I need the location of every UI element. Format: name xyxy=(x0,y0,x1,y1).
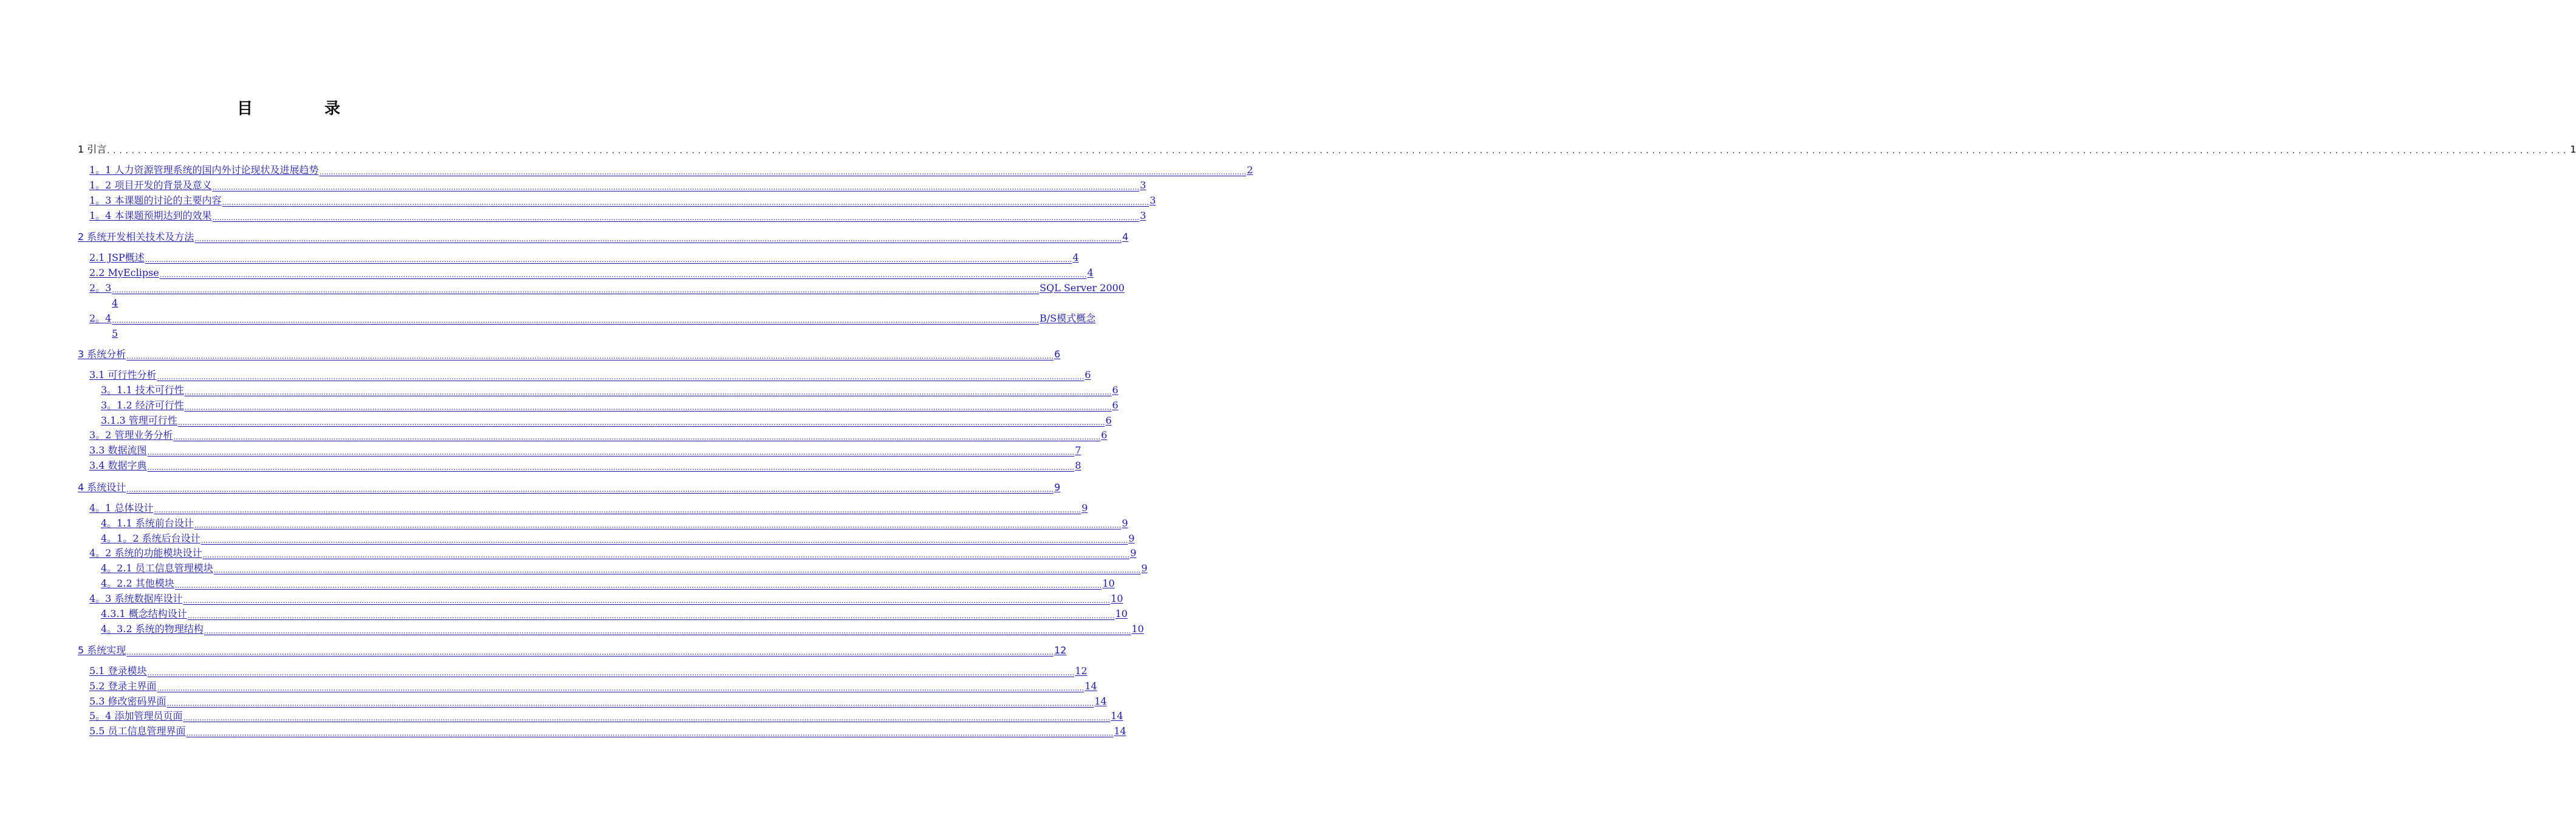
toc-entry-page-number: 12 xyxy=(1054,644,1067,656)
toc-entry-label: 3。2 管理业务分析 xyxy=(89,429,173,441)
toc-entry[interactable] xyxy=(78,481,1061,494)
toc-entry-label: 2.2 MyEclipse xyxy=(89,267,159,278)
toc-entry-page-number: 6 xyxy=(1084,369,1091,381)
toc-entry-label: 3.1.3 管理可行性 xyxy=(101,415,177,426)
toc-leader-dots: ................................................................................................................................................................................................................................................................................................................................................................................................................ xyxy=(112,316,1040,325)
toc-entry-page-number: 2 xyxy=(1247,164,1253,176)
toc-leader-dots: ................................................................................................................................................................................................................................................................................................................................................................................................................ xyxy=(173,433,1101,441)
toc-leader-dots: ................................................................................................................................................................................................................................................................................................................................................................................................................ xyxy=(126,352,1054,360)
toc-leader-dots: ................................................................................................................................................................................................................................................................................................................................................................................................................ xyxy=(183,596,1111,605)
toc-entry[interactable] xyxy=(89,665,1088,677)
toc-entry-page-number: 10 xyxy=(1131,623,1144,635)
toc-entry[interactable] xyxy=(89,252,1079,264)
toc-entry-page-number: 9 xyxy=(1128,533,1135,544)
toc-entry-label: 4。1。2 系统后台设计 xyxy=(101,533,200,544)
toc-entry[interactable] xyxy=(89,164,1253,176)
toc-entry[interactable] xyxy=(89,725,1126,737)
toc-entry-label: 5 系统实现 xyxy=(78,644,126,656)
toc-leader-dots: ................................................................................................................................................................................................................................................................................................................................................................................................................ xyxy=(157,373,1084,381)
toc-entry[interactable] xyxy=(78,348,1061,360)
toc-entry[interactable] xyxy=(89,502,1088,514)
toc-entry-label: 1 引言 xyxy=(78,143,107,155)
toc-entry[interactable] xyxy=(89,282,1125,294)
toc-entry-title-suffix: B/S模式概念 xyxy=(1040,312,1096,324)
toc-entry-page-number: 3 xyxy=(1140,179,1146,191)
toc-entry-label: 2.1 JSP概述 xyxy=(89,252,145,263)
toc-entry xyxy=(78,143,2576,156)
toc-entry-page-number: 6 xyxy=(1112,399,1118,411)
toc-entry[interactable] xyxy=(89,179,1146,191)
toc-entry-page-number: 10 xyxy=(1115,608,1128,619)
toc-entry-page-number: 8 xyxy=(1075,460,1081,471)
toc-leader-dots: ................................................................................................................................................................................................................................................................................................................................................................................................................ xyxy=(147,463,1075,472)
toc-entry-label: 5.1 登录模块 xyxy=(89,665,147,677)
toc-entry-label: 4 系统设计 xyxy=(78,481,126,493)
toc-leader-dots: ................................................................................................................................................................................................................................................................................................................................................................................................................ xyxy=(204,627,1131,635)
toc-entry-page-number: 6 xyxy=(1054,348,1061,360)
toc-entry[interactable] xyxy=(89,369,1091,381)
toc-entry-label: 5。4 添加管理员页面 xyxy=(89,710,183,722)
toc-entry[interactable] xyxy=(101,577,1115,590)
toc-entry-label: 3.1 可行性分析 xyxy=(89,369,157,381)
toc-entry[interactable] xyxy=(101,399,1118,412)
toc-entry-label: 4。2 系统的功能模块设计 xyxy=(89,547,202,559)
toc-entry-label: 2。4 xyxy=(89,312,112,324)
toc-entry[interactable] xyxy=(89,460,1081,472)
toc-entry[interactable] xyxy=(101,533,1135,545)
toc-entry-label: 3。1.1 技术可行性 xyxy=(101,384,184,396)
toc-leader-dots: ................................................................................................................................................................................................................................................................................................................................................................................................................ xyxy=(187,612,1115,620)
toc-entry-label: 1。1 人力资源管理系统的国内外讨论现状及进展趋势 xyxy=(89,164,319,176)
toc-leader-dots: ................................................................................................................................................................................................................................................................................................................................................................................................................ xyxy=(212,183,1140,191)
toc-entry-label: 3。1.2 经济可行性 xyxy=(101,399,184,411)
toc-entry[interactable] xyxy=(89,695,1107,708)
toc-leader-dots: ................................................................................................................................................................................................................................................................................................................................................................................................................ xyxy=(184,403,1112,412)
toc-entry-label: 4。2.2 其他模块 xyxy=(101,577,174,589)
toc-entry-label: 2 系统开发相关技术及方法 xyxy=(78,231,194,243)
toc-entry-page-number: 9 xyxy=(1130,547,1137,559)
toc-leader-dots: ................................................................................................................................................................................................................................................................................................................................................................................................................ xyxy=(174,581,1102,590)
toc-entry-page-number: 6 xyxy=(1112,384,1118,396)
toc-entry-label: 5.2 登录主界面 xyxy=(89,680,157,692)
toc-entry-page-number[interactable]: 5 xyxy=(112,328,118,339)
toc-entry[interactable] xyxy=(89,680,1097,692)
toc-leader-dots: ................................................................................................................................................................................................................................................................................................................................................................................................................ xyxy=(202,551,1130,559)
toc-leader-dots: ................................................................................................................................................................................................................................................................................................................................................................................................................ xyxy=(107,147,2570,156)
toc-entry-page-number: 3 xyxy=(1149,195,1156,206)
toc-leader-dots: ................................................................................................................................................................................................................................................................................................................................................................................................................ xyxy=(222,198,1149,207)
toc-entry[interactable] xyxy=(89,429,1108,441)
toc-entry-page-number: 14 xyxy=(1114,725,1126,737)
toc-entry-label: 3.4 数据字典 xyxy=(89,460,147,471)
toc-entry[interactable] xyxy=(101,384,1118,396)
toc-entry[interactable] xyxy=(101,623,1144,635)
toc-entry-label: 2。3 xyxy=(89,282,112,294)
toc-entry[interactable] xyxy=(89,444,1081,457)
toc-entry[interactable] xyxy=(89,547,1137,559)
toc-entry-page-number: 9 xyxy=(1141,562,1148,574)
toc-entry-label: 5.5 员工信息管理界面 xyxy=(89,725,186,737)
toc-entry-page-number: 14 xyxy=(1084,680,1097,692)
toc-leader-dots: ................................................................................................................................................................................................................................................................................................................................................................................................................ xyxy=(126,648,1054,657)
toc-entry-page-number: 10 xyxy=(1111,593,1123,604)
toc-entry-label: 1。2 项目开发的背景及意义 xyxy=(89,179,212,191)
toc-entry[interactable] xyxy=(101,415,1112,427)
toc-entry-page-number: 6 xyxy=(1105,415,1112,426)
toc-entry-page-number: 12 xyxy=(1075,665,1088,677)
toc-entry-label: 4.3.1 概念结构设计 xyxy=(101,608,187,619)
toc-leader-dots: ................................................................................................................................................................................................................................................................................................................................................................................................................ xyxy=(212,213,1140,222)
toc-leader-dots: ................................................................................................................................................................................................................................................................................................................................................................................................................ xyxy=(159,271,1087,279)
toc-entry-page-number: 4 xyxy=(1122,231,1129,243)
toc-entry-label: 3.3 数据流图 xyxy=(89,444,147,456)
toc-leader-dots: ................................................................................................................................................................................................................................................................................................................................................................................................................ xyxy=(194,235,1122,243)
toc-leader-dots: ................................................................................................................................................................................................................................................................................................................................................................................................................ xyxy=(186,729,1114,737)
toc-entry-page-number: 10 xyxy=(1102,577,1115,589)
toc-entry[interactable] xyxy=(101,608,1128,620)
toc-leader-dots: ................................................................................................................................................................................................................................................................................................................................................................................................................ xyxy=(147,669,1075,677)
toc-entry[interactable] xyxy=(89,210,1146,222)
toc-entry-page-number: 4 xyxy=(1072,252,1079,263)
toc-entry[interactable] xyxy=(89,710,1123,722)
toc-entry-page-number: 9 xyxy=(1081,502,1088,514)
toc-leader-dots: ................................................................................................................................................................................................................................................................................................................................................................................................................ xyxy=(157,684,1084,692)
toc-leader-dots: ................................................................................................................................................................................................................................................................................................................................................................................................................ xyxy=(200,536,1128,545)
toc-entry-label: 1。4 本课题预期达到的效果 xyxy=(89,210,212,221)
toc-leader-dots: ................................................................................................................................................................................................................................................................................................................................................................................................................ xyxy=(184,388,1112,396)
toc-entry-label: 4。3.2 系统的物理结构 xyxy=(101,623,204,635)
toc-entry-page-number: 9 xyxy=(1054,481,1061,493)
toc-entry[interactable] xyxy=(101,517,1128,529)
toc-entry-page-number: 4 xyxy=(1087,267,1094,278)
toc-entry[interactable] xyxy=(101,562,1148,574)
toc-entry-page-number: 3 xyxy=(1140,210,1146,221)
toc-leader-dots: ................................................................................................................................................................................................................................................................................................................................................................................................................ xyxy=(194,521,1122,529)
toc-entry[interactable] xyxy=(89,593,1123,605)
toc-entry-label: 3 系统分析 xyxy=(78,348,126,360)
toc-entry[interactable] xyxy=(89,195,1156,207)
toc-leader-dots: ................................................................................................................................................................................................................................................................................................................................................................................................................ xyxy=(177,418,1105,427)
toc-entry-label: 4。1.1 系统前台设计 xyxy=(101,517,194,529)
toc-leader-dots: ................................................................................................................................................................................................................................................................................................................................................................................................................ xyxy=(145,255,1072,264)
toc-entry-page-number: 7 xyxy=(1075,444,1081,456)
toc-entry[interactable] xyxy=(89,267,1094,279)
toc-entry-page-number: 1 xyxy=(2570,143,2576,155)
toc-entry-page-number[interactable]: 4 xyxy=(112,297,118,309)
toc-entry[interactable] xyxy=(78,231,1129,243)
toc-entry-page-number: 9 xyxy=(1122,517,1128,529)
toc-leader-dots: ................................................................................................................................................................................................................................................................................................................................................................................................................ xyxy=(147,448,1075,457)
toc-entry-title-suffix: SQL Server 2000 xyxy=(1040,282,1125,294)
toc-title: 目 录 xyxy=(236,100,368,118)
toc-entry[interactable] xyxy=(89,312,1096,325)
toc-leader-dots: ................................................................................................................................................................................................................................................................................................................................................................................................................ xyxy=(183,714,1111,722)
toc-entry-label: 5.3 修改密码界面 xyxy=(89,695,166,707)
toc-leader-dots: ................................................................................................................................................................................................................................................................................................................................................................................................................ xyxy=(126,485,1054,494)
toc-entry-page-number: 6 xyxy=(1101,429,1108,441)
toc-entry-label: 4。3 系统数据库设计 xyxy=(89,593,183,604)
toc-leader-dots: ................................................................................................................................................................................................................................................................................................................................................................................................................ xyxy=(213,566,1141,574)
toc-leader-dots: ................................................................................................................................................................................................................................................................................................................................................................................................................ xyxy=(319,168,1247,176)
toc-entry-page-number: 14 xyxy=(1094,695,1107,707)
toc-entry-page-number: 14 xyxy=(1111,710,1123,722)
toc-entry[interactable] xyxy=(78,644,1067,657)
toc-entry-label: 1。3 本课题的讨论的主要内容 xyxy=(89,195,222,206)
toc-entry-label: 4。1 总体设计 xyxy=(89,502,154,514)
toc-leader-dots: ................................................................................................................................................................................................................................................................................................................................................................................................................ xyxy=(112,286,1040,294)
toc-entry-label: 4。2.1 员工信息管理模块 xyxy=(101,562,213,574)
toc-leader-dots: ................................................................................................................................................................................................................................................................................................................................................................................................................ xyxy=(166,699,1094,708)
toc-leader-dots: ................................................................................................................................................................................................................................................................................................................................................................................................................ xyxy=(154,506,1081,514)
